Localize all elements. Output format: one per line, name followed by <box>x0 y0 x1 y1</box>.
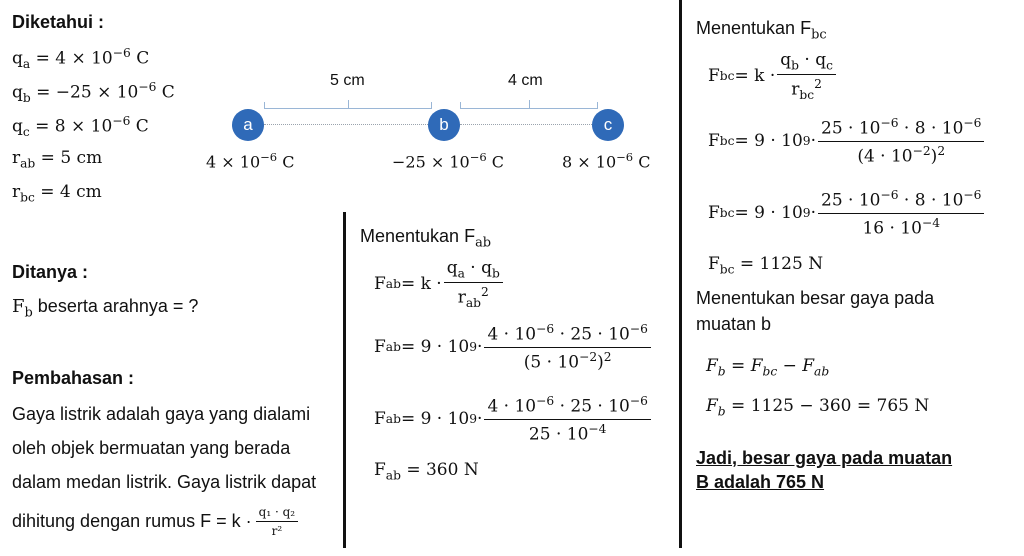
fab-eq-2-fraction: $\frac{4 \cdot 10^{-6} \cdot 25 \cdot 10^{-6}}{(5 \cdot 10^{-2})^2}$ <box>484 322 650 372</box>
fbc-result: $F_{bc} = 1125$ N <box>708 254 824 277</box>
fab-result: $F_{ab} = 360$ N <box>374 460 479 483</box>
right-heading: Menentukan $F_{bc}$ <box>696 18 827 43</box>
distance-line-bc <box>460 124 598 125</box>
charge-a-circle: a <box>232 109 264 141</box>
charge-a-value: $4 \times 10^{-6}$ C <box>206 150 295 172</box>
divider-right <box>679 0 682 548</box>
ditanya-label: Ditanya : <box>12 262 89 282</box>
given-qa: $q_a = 4 \times 10^{-6}$ C <box>12 46 150 72</box>
middle-heading: Menentukan $F_{ab}$ <box>360 226 492 251</box>
fab-eq-3-fraction: $\frac{4 \cdot 10^{-6} \cdot 25 \cdot 10^{-6}}{25 \cdot 10^{-4}}$ <box>484 394 650 444</box>
fbc-eq-3: F bc = 9 · 10 9 · $\frac{25 \cdot 10^{-6} \cdot 8 \cdot 10^{-6}}{16 \cdot 10^{-4}}$ <box>708 188 986 238</box>
coulomb-formula-fraction: $\frac{\text{q₁ · q₂}}{\text{r²}}$ <box>256 505 298 538</box>
given-qb: $q_b = -25 \times 10^{-6}$ C <box>12 80 175 106</box>
distance-line-ab <box>264 124 432 125</box>
charge-b-value: $-25 \times 10^{-6}$ C <box>392 150 505 172</box>
conclusion-line-2: B adalah 765 N <box>696 472 825 492</box>
diketahui-label: Diketahui : <box>12 12 105 32</box>
fbc-eq-1: F bc = k · $\frac{q_b \cdot q_c}{r_{bc}^2}$ <box>708 50 838 102</box>
distance-bc-brace <box>460 108 598 109</box>
pembahasan-line-4: dihitung dengan rumus F = k · $\frac{\text{q₁ · q₂}}{\text{r²}}$ <box>12 505 300 538</box>
fb-eq-1: $F_b = F_{bc} - F_{ab}$ <box>706 356 830 379</box>
conclusion-line-1: Jadi, besar gaya pada muatan <box>696 448 953 468</box>
charge-c-value: $8 \times 10^{-6}$ C <box>562 150 651 172</box>
pembahasan-line-3: dalam medan listrik. Gaya listrik dapat <box>12 472 317 492</box>
given-rab: $r_{ab} = 5$ cm <box>12 148 103 171</box>
given-rbc: $r_{bc} = 4$ cm <box>12 182 102 205</box>
distance-ab-label: 5 cm <box>330 72 365 89</box>
fbc-eq-2: F bc = 9 · 10 9 · $\frac{25 \cdot 10^{-6} \cdot 8 \cdot 10^{-6}}{(4 \cdot 10^{-2})^2}$ <box>708 116 986 166</box>
fbc-eq-1-fraction: $\frac{q_b \cdot q_c}{r_{bc}^2}$ <box>777 50 836 102</box>
fb-eq-2: $F_b = 1125 - 360 = 765$ N <box>706 396 930 419</box>
pembahasan-label: Pembahasan : <box>12 368 135 388</box>
fab-eq-2: F ab = 9 · 10 9 · $\frac{4 \cdot 10^{-6} \cdot 25 \cdot 10^{-6}}{(5 \cdot 10^{-2})^2}$ <box>374 322 653 372</box>
fab-eq-3: F ab = 9 · 10 9 · $\frac{4 \cdot 10^{-6} \cdot 25 \cdot 10^{-6}}{25 \cdot 10^{-4}}$ <box>374 394 653 444</box>
pembahasan-line-2: oleh objek bermuatan yang berada <box>12 438 291 458</box>
fbc-eq-2-fraction: $\frac{25 \cdot 10^{-6} \cdot 8 \cdot 10^{-6}}{(4 \cdot 10^{-2})^2}$ <box>818 116 984 166</box>
charge-c-circle: c <box>592 109 624 141</box>
divider-left <box>343 212 346 548</box>
fab-eq-1-fraction: $\frac{q_a \cdot q_b}{r_{ab}^2}$ <box>444 258 503 310</box>
besar-heading-line-1: Menentukan besar gaya pada <box>696 288 935 308</box>
ditanya-text: $F_b$ beserta arahnya = ? <box>12 296 199 321</box>
given-qc: $q_c = 8 \times 10^{-6}$ C <box>12 114 149 140</box>
pembahasan-line-1: Gaya listrik adalah gaya yang dialami <box>12 404 311 424</box>
fab-eq-1: F ab = k · $\frac{q_a \cdot q_b}{r_{ab}^2}$ <box>374 258 505 310</box>
charge-b-circle: b <box>428 109 460 141</box>
distance-bc-label: 4 cm <box>508 72 543 89</box>
besar-heading-line-2: muatan b <box>696 314 772 334</box>
distance-ab-brace <box>264 108 432 109</box>
fbc-eq-3-fraction: $\frac{25 \cdot 10^{-6} \cdot 8 \cdot 10^{-6}}{16 \cdot 10^{-4}}$ <box>818 188 984 238</box>
